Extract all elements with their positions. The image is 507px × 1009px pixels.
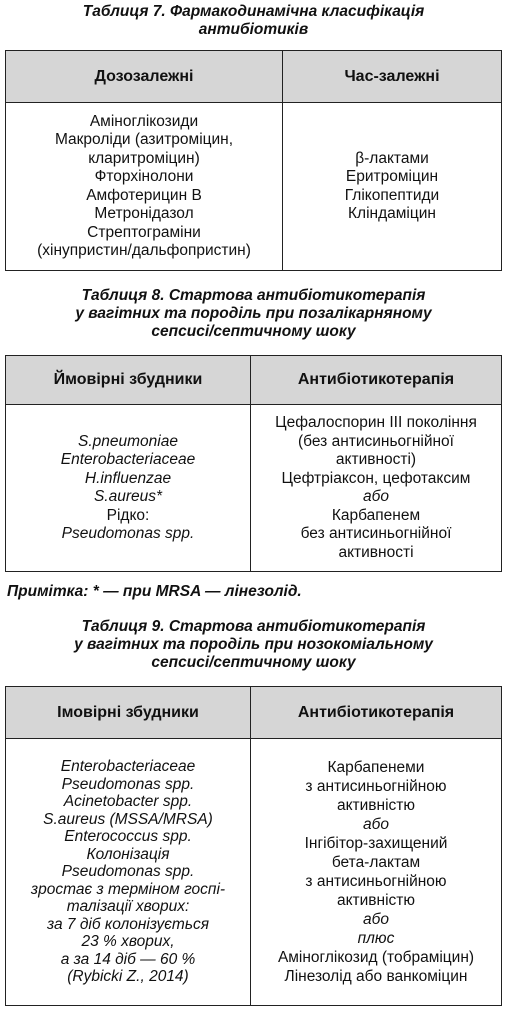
list-item: Стрептограміни: [87, 223, 201, 241]
table7-title: [0, 3, 507, 39]
list-item: а за 14 діб — 60 %: [60, 950, 196, 968]
list-item: Рідко:: [106, 506, 150, 524]
table7-title-line: Таблиця 7. Фармакодинамічна класифікація: [82, 3, 425, 20]
list-item: зростає з терміном госпі-: [30, 880, 226, 898]
table8-header-pathogens: Ймовірні збудники: [6, 356, 251, 405]
list-item: активністю: [336, 892, 416, 909]
table8: [5, 355, 502, 572]
list-item: Цефтріаксон, цефотаксим: [281, 469, 471, 487]
table8-header-therapy: Антибіотикотерапія: [251, 356, 502, 405]
table9-title-line: сепсисі/септичному шоку: [151, 654, 356, 671]
table7-title-line: антибіотиків: [198, 21, 309, 38]
list-item: H.influenzae: [84, 469, 172, 487]
list-item: без антисиньогнійної: [300, 525, 452, 542]
table8-col1-cell: [6, 405, 251, 572]
table9: [5, 686, 502, 1006]
list-item: або: [363, 911, 389, 928]
list-item: Лінезолід або ванкоміцин: [284, 968, 468, 985]
list-item: S.aureus*: [93, 488, 163, 505]
list-item: 23 % хворих,: [81, 933, 175, 951]
table8-title: [0, 287, 507, 341]
list-item: або: [363, 816, 389, 833]
list-item: з антисиньогнійною: [305, 778, 447, 795]
table9-header-pathogens: Імовірні збудники: [6, 687, 251, 739]
list-item: S.aureus (MSSA/MRSA): [43, 810, 213, 828]
list-item: (Rybicki Z., 2014): [67, 968, 189, 986]
list-item: Інгібітор-захищений: [304, 835, 448, 852]
table9-title-line: Таблиця 9. Стартова антибіотикотерапія: [81, 618, 426, 635]
list-item: за 7 діб колонізується: [46, 915, 210, 933]
list-item: (хінупристин/дальфопристин): [37, 242, 251, 259]
table9-header-therapy: Антибіотикотерапія: [251, 687, 502, 739]
list-item: Амфотерицин В: [86, 186, 202, 204]
table9-col1-cell: [6, 739, 251, 1006]
list-item: β-лактами: [355, 149, 429, 167]
list-item: Enterococcus spp.: [64, 828, 192, 846]
list-item: S.pneumoniae: [78, 432, 178, 450]
list-item: Pseudomonas spp.: [61, 863, 195, 881]
list-item: активністю: [336, 797, 416, 814]
list-item: Pseudomonas spp.: [61, 775, 195, 793]
table8-title-line: сепсисі/септичному шоку: [151, 323, 356, 340]
table9-title-line: у вагітних та породіль при нозокоміальному: [74, 636, 433, 653]
list-item: кларитроміцин): [88, 149, 200, 167]
list-item: Кліндаміцин: [348, 205, 436, 222]
list-item: Enterobacteriaceae: [60, 451, 196, 468]
list-item: (без антисиньогнійної: [298, 432, 454, 450]
list-item: активності): [335, 451, 417, 468]
list-item: Карбапенеми: [327, 759, 425, 776]
list-item: Аміноглікозиди: [89, 112, 199, 130]
list-item: Цефалоспорин ІІІ покоління: [275, 414, 477, 431]
list-item: з антисиньогнійною: [305, 873, 447, 890]
table8-title-line: Таблиця 8. Стартова антибіотикотерапія: [81, 287, 426, 304]
table8-note: Примітка: * — при MRSA — лінезолід.: [7, 583, 302, 600]
list-item: талізації хворих:: [66, 898, 190, 916]
list-item: Pseudomonas spp.: [61, 525, 195, 542]
list-item: Аміноглікозид (тобраміцин): [277, 949, 475, 966]
table7-header-time: Час-залежні: [283, 51, 502, 103]
list-item: Acinetobacter spp.: [63, 793, 193, 811]
list-item: Метронідазол: [94, 205, 194, 222]
table7-col2-cell: [283, 103, 502, 271]
list-item: бета-лактам: [331, 854, 421, 871]
table9-title: [0, 618, 507, 672]
list-item: або: [363, 488, 389, 505]
table8-title-line: у вагітних та породіль при позалікарняному: [75, 305, 432, 322]
table9-col2-cell: [251, 739, 502, 1006]
list-item: Фторхінолони: [94, 168, 194, 185]
list-item: Карбапенем: [331, 506, 421, 524]
table8-col2-cell: [251, 405, 502, 572]
list-item: активності: [338, 543, 414, 561]
table7-col1-cell: [6, 103, 283, 271]
list-item: Глікопептиди: [344, 186, 440, 204]
list-item: Колонізація: [86, 845, 170, 863]
table7: [5, 50, 502, 271]
list-item: Макроліди (азитроміцин,: [54, 131, 234, 148]
list-item: Еритроміцин: [345, 168, 439, 185]
list-item: Enterobacteriaceae: [60, 758, 196, 776]
list-item: плюс: [357, 930, 395, 947]
table7-header-dose: Дозозалежні: [6, 51, 283, 103]
